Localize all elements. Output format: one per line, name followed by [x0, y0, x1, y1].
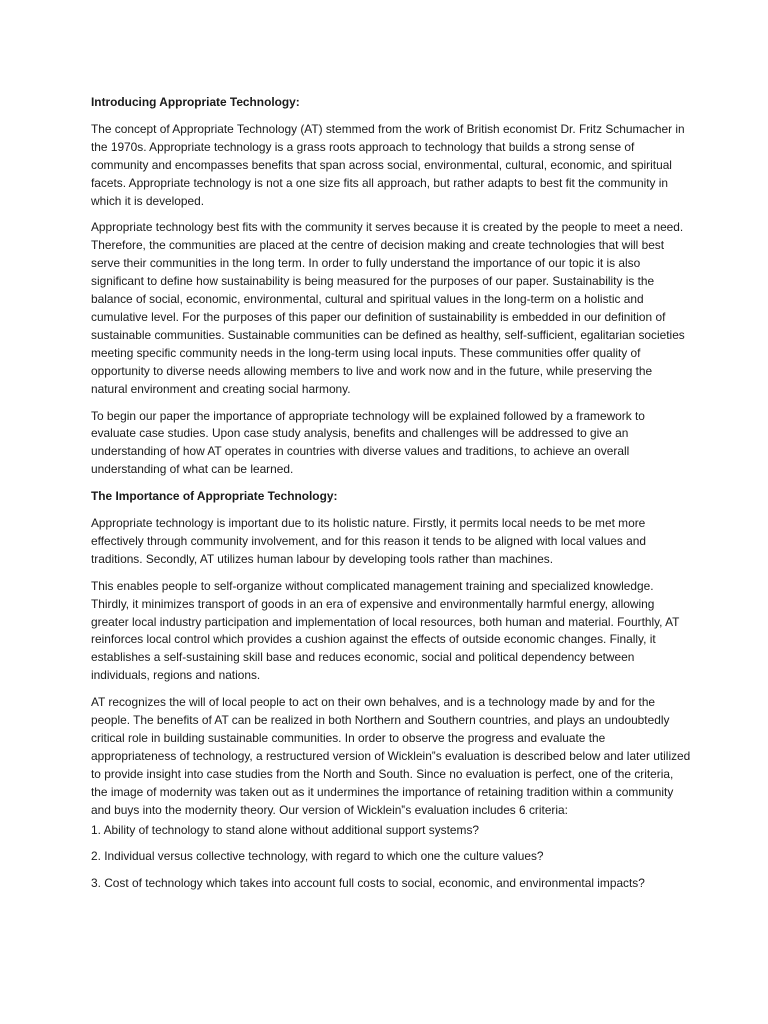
paragraph-1: The concept of Appropriate Technology (AT) stemmed from the work of British economist Dr. Fritz Schumacher in the 1970s. Appropriate technology is a grass roots approach to technology that builds a strong sense of community and encompasses benefits that span across social, environmental, cultural, economic, and spiritual facets. Appropriate technology is not a one size fits all approach, but rather adapts to best fit the community in which it is developed. — [91, 121, 685, 208]
criteria-item-1: 1. Ability of technology to stand alone without additional support systems? — [91, 822, 480, 837]
paragraph-2: Appropriate technology best fits with the community it serves because it is created by the people to meet a need. Therefore, the communities are placed at the centre of decision making and create technologies that will best serve their communities in the long term. In order to fully understand the importance of our topic it is also significant to define how sustainability is being measured for the purposes of our paper. Sustainability is the balance of social, economic, environmental, cultural and spiritual values in the long-term on a holistic and cumulative level. For the purposes of this paper our definition of sustainability is embedded in our definition of sustainable communities. Sustainable communities can be defined as healthy, self-sufficient, egalitarian societies meeting specific community needs in the long-term using local inputs. These communities offer quality of opportunity to diverse needs allowing members to live and work now and in the future, while preserving the natural environment and creating social harmony. — [91, 220, 685, 396]
criteria-item-2: 2. Individual versus collective technology, with regard to which one the culture values? — [91, 849, 544, 864]
paragraph-5: This enables people to self-organize without complicated management training and specialized knowledge. Thirdly, it minimizes transport of goods in an era of expensive and environmentally harmful energy, allowing greater local industry participation and implementation of local resources, both human and material. Fourthly, AT reinforces local control which provides a cushion against the effects of outside economic changes. Finally, it establishes a self-sustaining skill base and reduces economic, social and political dependency between individuals, regions and nations. — [91, 578, 680, 683]
paragraph-6: AT recognizes the will of local people to act on their own behalves, and is a technology made by and for the people. The benefits of AT can be realized in both Northern and Southern countries, and plays an undoubtedly critical role in building sustainable communities. In order to observe the progress and evaluate the appropriateness of technology, a restructured version of Wicklein‟s evaluation is described below and later utilized to provide insight into case studies from the North and South. Since no evaluation is perfect, one of the criteria, the image of modernity was taken out as it undermines the importance of retaining tradition within a community and buys into the modernity theory. Our version of Wicklein‟s evaluation includes 6 criteria: — [91, 695, 691, 817]
paragraph-3: To begin our paper the importance of appropriate technology will be explained followed by a framework to evaluate case studies. Upon case study analysis, benefits and challenges will be addressed to give an understanding of how AT operates in countries with diverse values and traditions, to achieve an overall understanding of what can be learned. — [91, 408, 645, 477]
document-page — [91, 94, 691, 902]
paragraph-4: Appropriate technology is important due to its holistic nature. Firstly, it permits local needs to be met more effectively through community involvement, and for this reason it tends to be aligned with local values and traditions. Secondly, AT utilizes human labour by developing tools rather than machines. — [91, 516, 646, 566]
criteria-item-3: 3. Cost of technology which takes into account full costs to social, economic, and environmental impacts? — [91, 876, 645, 891]
section-heading-intro: Introducing Appropriate Technology: — [91, 95, 300, 109]
section-heading-importance: The Importance of Appropriate Technology: — [91, 489, 338, 504]
